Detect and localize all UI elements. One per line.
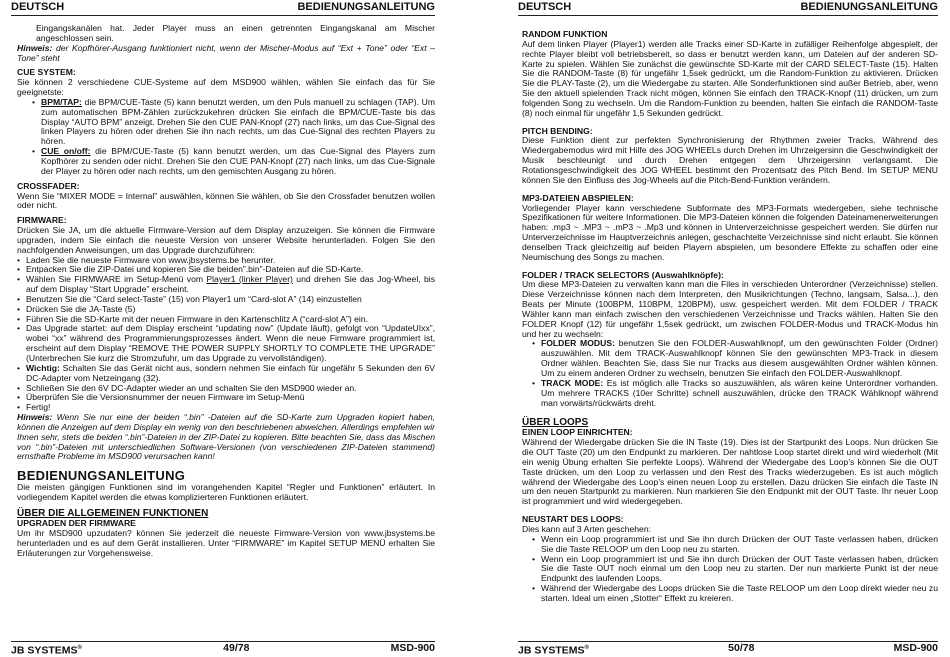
page-content [17,24,435,638]
footer-brand [11,643,82,657]
header-title: BEDIENUNGSANLEITUNG [800,1,938,13]
list-item: • Fertig! [17,403,435,413]
section-title: ÜBER DIE ALLGEMEINEN FUNKTIONEN [17,507,209,519]
list-item: • Wenn ein Loop programmiert ist und Sie ihn durch Drücken der OUT Taste verlassen haben, drücken Sie die Taste OUT noch einmal um den Loop neu zu starten. Der nun markierte Punkt ist der neue Endpunkt des laufenden Loops. [532,555,938,585]
mode-label: FOLDER MODUS: [541,338,615,349]
header-language: DEUTSCH [11,1,65,13]
paragraph: Um diese MP3-Dateien zu verwalten kann man die Files in verschieden Unterordner (Verzeichnisse) stellen. Diese Verzeichnisse können nach dem Interpreten, den Musikrichtungen (Techno, langsam, Salsa...), den Beats per Minute (100BPM, 110BPM, 120BPM), usw. gespeichert werden. Mit dem FOLDER / TRACK Wähler kann man einfach zwischen den verschiedenen Verzeichnisse und Tracks wählen. Halten Sie den FOLDER Knopf (12) für ungefähr 1,5sek gedrückt, um zwischen FOLDER-Modus und TRACK-Modus hin und her zu wechseln: [522,279,938,339]
section-heading: PITCH BENDING: [522,125,593,136]
paragraph: Vorliegender Player kann verschiedene Subformate des MP3-Formats wiedergeben, siehe technische Spezifikationen für weitere Informationen. Die MP3-Dateien können die folgenden Dateinamenerweiterungen haben: .mp3 ~ .MP3 ~ .mP3 ~ .Mp3 und können in Unterverzeichnisse gespeichert werden. Sie dürfen nur Unterverzeichnisse im Hauptverzeichnis anlegen, geschachtelte Verzeichnisse sind nicht erlaubt. Sie können denselben Track gleichzeitig auf beiden Playern abspielen, um besondere Effekte zu schaffen oder eine Neumischung des Songs zu machen. [522,202,938,262]
option-text: die BPM/CUE-Taste (5) kann benutzt werden, um das Cue-Signal des Players zum Kopfhörer zu senden oder nicht. Drehen Sie den CUE PAN-Knopf (27) nach links, um das Cue-Signale der Player zu hören oder nach rechts, um den gemischten Ausgang zu hören. [41,146,435,176]
page-number: 49/78 [223,642,250,654]
paragraph: Dies kann auf 3 Arten geschehen: [522,523,651,534]
page-number: 50/78 [728,642,755,654]
paragraph: Auf dem linken Player (Player1) werden alle Tracks einer SD-Karte in zufälliger Reihenfolge abgespielt, der rechte Player bleibt voll betriebsbereit, so dass er benutzt werden kann, um Dateien auf der anderen SD-Karte zu spielen. Wählen Sie zunächst die gewünschte SD-Karte mit der CARD SELECT-Taste (15). Halten Sie die RANDOM-Taste (8) für ungefähr 1,5sek gedrückt, um die Random-Funktion zu aktivieren. Drücken Sie die PLAY-Taste (2), um die Wiedergabe zu starten. Alle Sonderfunktionen sind außer Betrieb, aber, wenn Sie den aktuell spielenden Track nicht mögen, können Sie einfach den TRACK-Knopf (11) drücken, um zum folgenden Song zu wechseln. Um die Random-Funktion zu beenden, halten Sie einfach die RANDOM-Taste (8) noch einmal für ungefähr 1,5 Sekunden gedrückt. [522,38,938,118]
list-item: • Drücken Sie die JA-Taste (5) [17,305,435,315]
chapter-title: BEDIENUNGSANLEITUNG [17,468,186,484]
list-item: • Benutzen Sie die “Card select-Taste” (15) von Player1 um “Card-slot A” (14) einzustellen [17,295,435,305]
header-title: BEDIENUNGSANLEITUNG [297,1,435,13]
section-heading: CROSSFADER: [17,180,80,191]
paragraph: Drücken Sie JA, um die aktuelle Firmware-Version auf dem Display anzuzeigen. Sie können die Firmware upgraden, indem Sie einfach die neueste Version von unserer Website herunterladen. Folgen Sie den nachfolgenden Anweisungen, um das Upgrade durchzuführen: [17,225,435,255]
firmware-steps-list [17,256,435,414]
page-footer [11,643,435,657]
page-footer [518,643,938,657]
hint-text: Wenn Sie nur eine der beiden “.bin” -Dateien auf die SD-Karte zum Upgraden kopiert haben, können die Anzeigen auf dem Display ein wenig von den beschriebenen abweichen. Allerdings empfehlen wir Ihnen sehr, stets die beiden “.bin”-Dateien in der ZIP-Datei zu kopieren. Bitte beachten Sie, dass das Mischen von “.bin”-Dateien mit unterschiedlichen Software-Versionen (von verschiedenen ZIP-Dateien stammend) ernsthafte Probleme im MSD900 verursachen kann! [17,412,435,462]
list-item: • Entpacken Sie die ZIP-Datei und kopieren Sie die beiden”.bin”-Dateien auf die SD-Karte. [17,265,435,275]
section-heading: EINEN LOOP EINRICHTEN: [522,427,633,438]
mode-text: Es ist möglich alle Tracks so auszuwählen, als wären keine Unterordner vorhanden. Um mehrere TRACKS (10er Schritte) schnell auszuwählen, drücke den TRACK Wählknopf während man vorwärts/rückwärts dreht. [541,377,938,408]
step-text: Wählen Sie FIRMWARE im Setup-Menü vom [26,274,207,285]
list-item [32,98,435,147]
section-heading: NEUSTART DES LOOPS: [522,514,624,525]
footer-brand [518,643,589,657]
list-item [32,147,435,177]
paragraph: Sie können 2 verschiedene CUE-Systeme auf dem MSD900 wählen, wählen Sie einfach das für Sie geeignetste: [17,77,435,98]
brand-name: JB SYSTEMS [11,644,78,657]
header-divider [518,15,938,16]
paragraph: Die meisten gängigen Funktionen sind im vorangehenden Kapitel “Regler und Funktionen” erläutert. In vorliegendem Kapitel werden die etwas komplizierteren Funktionen erläutert. [17,482,435,503]
mode-label: TRACK MODE: [541,377,604,388]
paragraph: Um ihr MSD900 upzudaten? können Sie jederzeit die neueste Firmware-Version von www.jbsystems.be herunterladen und es auf dem Gerät installieren. Unter “FIRMWARE” im Kapitel SETUP MENÜ erhalten Sie Erläuterungen zur Vorgehensweise. [17,527,435,558]
brand-name: JB SYSTEMS [518,644,585,657]
section-heading: MP3-DATEIEN ABSPIELEN: [522,192,634,203]
list-item: • Das Upgrade startet: auf dem Display erscheint “updating now” (Update läuft), gefolgt von “UpdateUIxx”, wobei “xx” während des Programmierungsprozesses ändert. Wenn die neue Firmware programmiert ist, erscheint auf dem Display “REMOVE THE POWER SUPPLY SHORTLY TO COMPLETE THE UPGRADE” (Unterbrechen Sie kurz die Stromzufuhr, um das Upgrade zu vervollständigen). [17,324,435,363]
page-header [11,0,435,16]
hint-note [17,44,435,64]
hint-label: Hinweis: [17,412,53,423]
hint-label: Hinweis: [17,42,53,53]
section-heading: FOLDER / TRACK SELECTORS (Auswahlknöpfe): [522,269,724,280]
section-heading: RANDOM FUNKTION [522,29,608,39]
mode-text: benutzen Sie den FOLDER-Auswahlknopf, um den gewünschten Folder (Ordner) auszuwählen. Mit dem TRACK-Auswahlknopf können Sie den gewünschten MP3-Track in diesem Ordner wählen. Beachten Sie, dass Sie nur Tracks aus diesem ausgewählten Ordner wählen können. Um zu einem anderen Ordner zu wechseln, benutzen Sie einfach den FOLDER-Auswahlknopf. [541,338,938,378]
right-page [518,0,938,657]
header-divider [11,15,435,16]
left-page [11,0,435,657]
list-item [532,379,938,409]
list-item: • Während der Wiedergabe des Loops drücken Sie die Taste RELOOP um den Loop direkt wieder neu zu starten. Ideal um einen „Stotter“ Effekt zu kreieren. [532,584,938,604]
hint-note [17,413,435,462]
section-title: ÜBER LOOPS [522,417,589,429]
paragraph: Diese Funktion dient zur perfekten Synchronisierung der Rhythmen zweier Tracks. Während des Wiedergabemodus wird mit Hilfe des JOG WHEELs durch Drehen im Uhrzeigersinn die Geschwindigkeit der Musik beschleunigt und durch Drehen entgegen dem Uhrzeigersinn verlangsamt. Die Rotationsgeschwindigkeit des JOG WHEEL bestimmt den Prozentsatz des Pitch Bend. Im SETUP MENU können Sie den Einfluss des Jog-Wheels auf die Pitch-Bend-Funktion verändern. [522,135,938,185]
list-item: • Laden Sie die neueste Firmware von www.jbsystems.be herunter. [17,256,435,266]
step-text: und drehen Sie das Jog-Wheel, bis auf dem Display “Start Upgrade” erscheint. [26,274,435,295]
page-header [518,0,938,16]
cue-options-list [17,98,435,177]
section-heading: UPGRADEN DER FIRMWARE [17,517,136,528]
list-item [17,275,435,295]
step-text: Schalten Sie das Gerät nicht aus, sondern nehmen Sie einfach für ungefähr 5 Sekunden den 6V DC-Adapter vom Netzeingang (32). [26,362,435,383]
list-item [532,339,938,378]
list-item: • Schließen Sie den 6V DC-Adapter wieder an und schalten Sie den MSD900 wieder an. [17,384,435,394]
option-label: BPM/TAP: [41,96,82,107]
list-item [17,364,435,384]
model-name: MSD-900 [893,642,938,654]
paragraph: Wenn Sie “MIXER MODE = Internal” auswählen, können Sie wählen, ob Sie den Crossfader benutzen wollen oder nicht. [17,190,435,211]
registered-mark: ® [584,645,589,651]
list-item: • Führen Sie die SD-Karte mit der neuen Firmware in den Kartenschlitz A (“card-slot A”) ein. [17,315,435,325]
model-name: MSD-900 [390,642,435,654]
option-text: die BPM/CUE-Taste (5) kann benutzt werden, um den Puls manuell zu schlagen (TAP). Um zum automatischen BPM-Zählen zurückzukehren drücken Sie einfach die BPM/CUE-Taste bis das Display “AUTO BPM” anzeigt. Drehen Sie den CUE PAN-Knopf (27) nach links, um das Cue-Signal des linken Players zu hören oder drehen Sie ihn nach rechts, um das Cue-Signal des rechten Players zu hören. [41,96,435,147]
hint-text: der Kopfhörer-Ausgang funktioniert nicht, wenn der Mischer-Modus auf “Ext + Tone” oder “Ext – Tone” steht [17,42,435,63]
header-language: DEUTSCH [518,1,572,13]
step-underlined: Player1 (linker Player) [206,274,293,285]
step-label: Wichtig: [26,362,60,373]
list-item: • Überprüfen Sie die Versionsnummer der neuen Firmware im Setup-Menü [17,393,435,403]
page-content [522,24,938,638]
section-heading: CUE SYSTEM: [17,67,76,78]
option-label: CUE on/off: [41,146,91,157]
folder-modes-list [522,339,938,408]
section-heading: FIRMWARE: [17,215,67,226]
list-item: • Wenn ein Loop programmiert ist und Sie ihn durch Drücken der OUT Taste verlassen haben, drücken Sie die Taste RELOOP um den Loop neu zu starten. [532,535,938,555]
paragraph: Eingangskanälen hat. Jeder Player muss an einen getrennten Eingangskanal am Mischer angeschlossen sein. [36,24,435,43]
paragraph: Während der Wiedergabe drücken Sie die IN Taste (19). Dies ist der Startpunkt des Loops. Nun drücken Sie die OUT Taste (20) um den Endpunkt zu markieren. Der nahtlose Loop startet direkt und wird wiederholt (Mit ein wenig Übung erhalten Sie perfekte Loops). Während der Wiedergabe des Loop’s können Sie die OUT Taste drücken, um den Loop zu verlassen und den Rest des Tracks wiederzugeben. Es ist auch möglich während der Wiedergabe des Loop’s einen neuen Loop zu erstellen. Dazu drücken Sie einfach die Taste IN um den neuen Startpunkt zu markieren. Nun markieren Sie den Endpunkt mit der OUT Taste. Ihr neuer Loop ist programmiert und wird wiedergegeben. [522,437,938,507]
registered-mark: ® [77,645,82,651]
restart-options-list [522,535,938,604]
